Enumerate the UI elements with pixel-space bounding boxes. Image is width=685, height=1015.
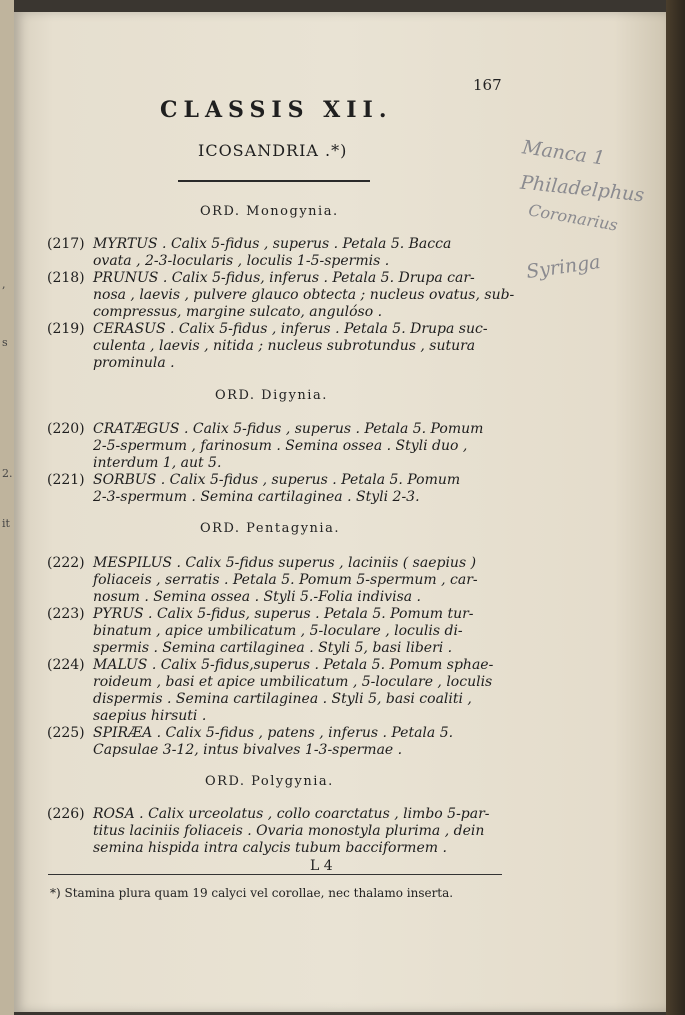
handwritten-note: Philadelphus bbox=[519, 171, 646, 207]
entry-line: (219) CERASUS . Calix 5-fidus , inferus . Petala 5. Drupa suc- bbox=[47, 321, 488, 337]
margin-mark: it bbox=[2, 517, 10, 530]
section-heading: ORD. Monogynia. bbox=[200, 204, 339, 219]
entry-line: semina hispida intra calycis tubum bacciformem . bbox=[93, 840, 447, 856]
entry-line: spermis . Semina cartilaginea . Styli 5, basi liberi . bbox=[93, 640, 453, 656]
entry-line: culenta , laevis , nitida ; nucleus subrotundus , sutura bbox=[93, 338, 476, 354]
entry-line: ovata , 2-3-locularis , loculis 1-5-spermis . bbox=[93, 253, 390, 269]
entry-line: (222) MESPILUS . Calix 5-fidus superus , laciniis ( saepius ) bbox=[47, 555, 477, 571]
margin-mark: 2. bbox=[2, 467, 13, 480]
entry-line: (225) SPIRÆA . Calix 5-fidus , patens , inferus . Petala 5. bbox=[47, 725, 454, 741]
entry-line: foliaceis , serratis . Petala 5. Pomum 5-spermum , car- bbox=[93, 572, 478, 588]
entry-line: titus laciniis foliaceis . Ovaria monostyla plurima , dein bbox=[93, 823, 485, 839]
entry-line: 2-3-spermum . Semina cartilaginea . Styli 2-3. bbox=[93, 489, 420, 505]
entry-line: (226) ROSA . Calix urceolatus , collo coarctatus , limbo 5-par- bbox=[47, 806, 490, 822]
entry-line: (217) MYRTUS . Calix 5-fidus , superus . Petala 5. Bacca bbox=[47, 236, 452, 252]
title-rule bbox=[178, 180, 370, 182]
page-title: CLASSIS XII. bbox=[160, 97, 393, 123]
left-page-strip bbox=[0, 0, 14, 1015]
entry-line: Capsulae 3-12, intus bivalves 1-3-spermae . bbox=[93, 742, 403, 758]
handwritten-note: Coronarius bbox=[527, 200, 620, 235]
page-number: 167 bbox=[473, 76, 502, 94]
book-edge bbox=[666, 0, 685, 1015]
signature-mark: L 4 bbox=[310, 858, 333, 874]
entry-line: prominula . bbox=[93, 355, 175, 371]
entry-line: (220) CRATÆGUS . Calix 5-fidus , superus . Petala 5. Pomum bbox=[47, 421, 484, 437]
entry-line: compressus, margine sulcato, angulóso . bbox=[93, 304, 383, 320]
section-heading: ORD. Polygynia. bbox=[205, 774, 334, 789]
entry-line: (218) PRUNUS . Calix 5-fidus, inferus . Petala 5. Drupa car- bbox=[47, 270, 475, 286]
entry-line: (221) SORBUS . Calix 5-fidus , superus . Petala 5. Pomum bbox=[47, 472, 461, 488]
entry-line: roideum , basi et apice umbilicatum , 5-loculare , loculis bbox=[93, 674, 493, 690]
handwritten-note: Manca 1 bbox=[520, 136, 607, 170]
footnote: *) Stamina plura quam 19 calyci vel corollae, nec thalamo inserta. bbox=[50, 886, 454, 900]
margin-mark: s bbox=[2, 336, 8, 349]
section-heading: ORD. Pentagynia. bbox=[200, 521, 340, 536]
margin-mark: , bbox=[2, 278, 6, 291]
entry-line: binatum , apice umbilicatum , 5-loculare , loculis di- bbox=[93, 623, 463, 639]
page-subtitle: ICOSANDRIA .*) bbox=[198, 141, 348, 160]
section-heading: ORD. Digynia. bbox=[215, 388, 328, 403]
handwritten-note: Syringa bbox=[524, 250, 602, 284]
entry-line: 2-5-spermum , farinosum . Semina ossea . Styli duo , bbox=[93, 438, 468, 454]
entry-line: interdum 1, aut 5. bbox=[93, 455, 222, 471]
entry-line: dispermis . Semina cartilaginea . Styli 5, basi coaliti , bbox=[93, 691, 472, 707]
entry-line: saepius hirsuti . bbox=[93, 708, 207, 724]
entry-line: (223) PYRUS . Calix 5-fidus, superus . Petala 5. Pomum tur- bbox=[47, 606, 474, 622]
entry-line: (224) MALUS . Calix 5-fidus,superus . Petala 5. Pomum sphae- bbox=[47, 657, 494, 673]
entry-line: nosa , laevis , pulvere glauco obtecta ; nucleus ovatus, sub- bbox=[93, 287, 515, 303]
entry-line: nosum . Semina ossea . Styli 5.-Folia indivisa . bbox=[93, 589, 421, 605]
footnote-rule bbox=[48, 874, 502, 875]
